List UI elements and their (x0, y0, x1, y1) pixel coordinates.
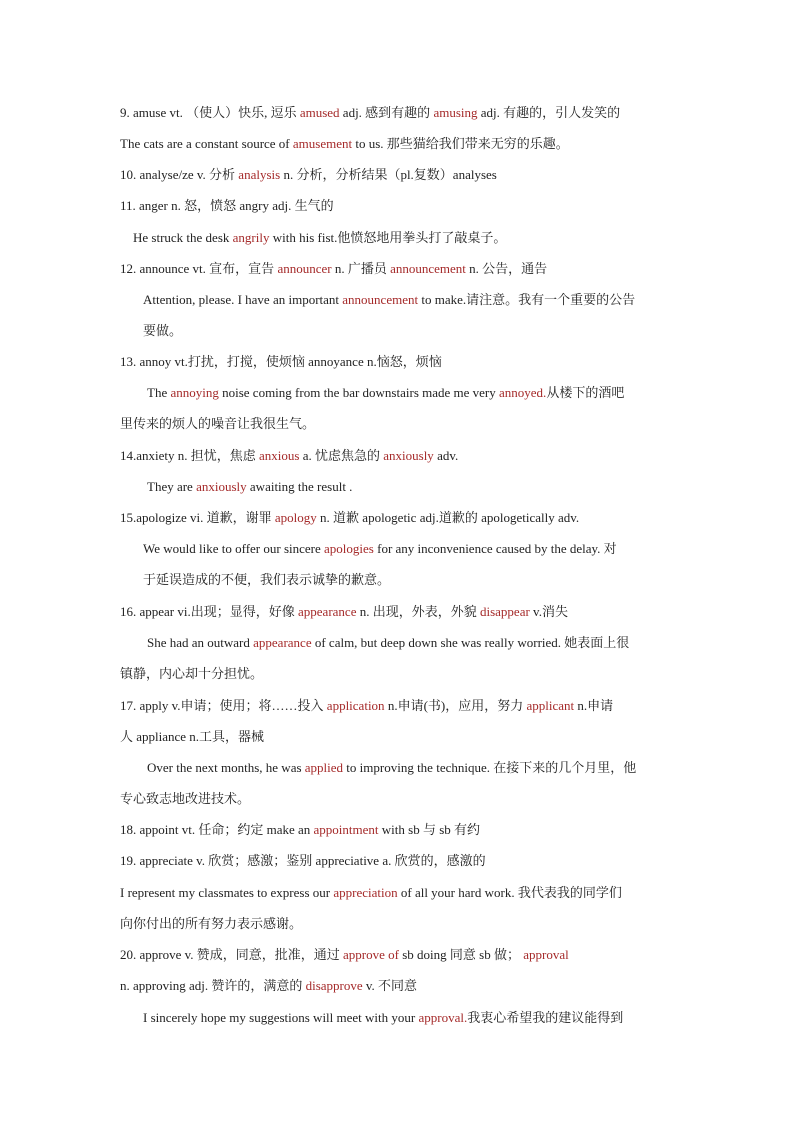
text-line (120, 821, 480, 839)
text-segment: 11. anger n. 怒，愤怒 angry adj. 生气的 (120, 198, 334, 213)
text-segment: 要做。 (143, 323, 183, 338)
text-line (143, 1009, 623, 1027)
text-segment: sb doing 同意 sb 做； (398, 947, 524, 962)
text-segment: a. 忧虑焦急的 (299, 448, 384, 463)
text-segment: to improving the technique. 在接下来的几个月里，他 (343, 760, 637, 775)
text-segment: We would like to offer our sincere (143, 541, 325, 556)
text-segment: v.消失 (529, 604, 568, 619)
text-line (143, 571, 390, 589)
text-segment: to us. 那些猫给我们带来无穷的乐趣。 (352, 136, 569, 151)
text-segment: n. 广播员 (331, 261, 391, 276)
text-line (120, 353, 442, 371)
highlighted-word: announcement (342, 292, 419, 307)
text-line (120, 135, 569, 153)
highlighted-word: annoyed. (499, 385, 547, 400)
text-segment: of calm, but deep down she was really worried. 她表面上很 (311, 635, 630, 650)
text-segment: 里传来的烦人的噪音让我很生气。 (120, 416, 316, 431)
text-segment: 19. appreciate v. 欣赏；感激；鉴别 appreciative a. 欣赏的，感激的 (120, 853, 486, 868)
text-line (120, 104, 620, 122)
text-line (120, 447, 458, 465)
text-segment: 人 appliance n.工具，器械 (120, 729, 265, 744)
text-line (143, 540, 617, 558)
text-line (120, 260, 547, 278)
highlighted-word: applied (304, 760, 344, 775)
highlighted-word: application (326, 698, 385, 713)
highlighted-word: anxiously (383, 448, 434, 463)
highlighted-word: appointment (313, 822, 379, 837)
text-segment: 12. announce vt. 宣布，宣告 (120, 261, 278, 276)
highlighted-word: amusement (292, 136, 353, 151)
text-line (147, 634, 629, 652)
text-segment: 20. approve v. 赞成，同意，批准，通过 (120, 947, 344, 962)
text-line (143, 291, 635, 309)
highlighted-word: anxiously (196, 479, 247, 494)
text-segment: 于延误造成的不便，我们表示诚挚的歉意。 (143, 572, 391, 587)
text-segment: 向你付出的所有努力表示感谢。 (120, 916, 303, 931)
highlighted-word: applicant (526, 698, 575, 713)
text-segment: n.申请(书)，应用，努力 (384, 698, 527, 713)
text-segment: 18. appoint vt. 任命；约定 make an (120, 822, 314, 837)
text-segment: The cats are a constant source of (120, 136, 293, 151)
highlighted-word: appearance (253, 635, 312, 650)
highlighted-word: appearance (298, 604, 357, 619)
text-segment: 16. appear vi.出现；显得，好像 (120, 604, 299, 619)
text-line (120, 884, 622, 902)
text-segment: I represent my classmates to express our (120, 885, 334, 900)
text-line (120, 415, 315, 433)
text-line (147, 759, 636, 777)
text-segment: 镇静，内心却十分担忧。 (120, 666, 264, 681)
highlighted-word: annoying (170, 385, 219, 400)
text-segment: Over the next months, he was (147, 760, 305, 775)
text-line (133, 229, 506, 247)
highlighted-word: approval (523, 947, 569, 962)
text-segment: 13. annoy vt.打扰，打搅，使烦恼 annoyance n.恼怒，烦恼 (120, 354, 442, 369)
text-segment: adv. (433, 448, 459, 463)
text-line (147, 478, 352, 496)
text-segment: 9. amuse vt. （使人）快乐, 逗乐 (120, 105, 300, 120)
text-segment: 14.anxiety n. 担忧，焦虑 (120, 448, 260, 463)
text-line (120, 728, 264, 746)
text-line (120, 603, 568, 621)
text-segment: The (147, 385, 171, 400)
text-segment: n. 道歉 apologetic adj.道歉的 apologetically adv. (316, 510, 580, 525)
text-line (120, 509, 579, 527)
text-segment: with sb 与 sb 有约 (378, 822, 481, 837)
highlighted-word: anxious (259, 448, 300, 463)
text-segment: adj. 有趣的，引人发笑的 (477, 105, 621, 120)
text-segment: 15.apologize vi. 道歉，谢罪 (120, 510, 275, 525)
text-segment: 我衷心希望我的建议能得到 (467, 1010, 624, 1025)
highlighted-word: announcer (277, 261, 332, 276)
text-segment: She had an outward (147, 635, 254, 650)
text-segment: I sincerely hope my suggestions will meet with your (143, 1010, 419, 1025)
text-segment: n.申请 (574, 698, 614, 713)
text-segment: with his fist.他愤怒地用拳头打了敲桌子。 (269, 230, 507, 245)
text-segment: n. approving adj. 赞许的，满意的 (120, 978, 306, 993)
text-segment: 从楼下的酒吧 (546, 385, 625, 400)
highlighted-word: analysis (238, 167, 281, 182)
highlighted-word: announcement (390, 261, 466, 276)
highlighted-word: disapprove (305, 978, 363, 993)
highlighted-word: amusing (433, 105, 478, 120)
text-segment: He struck the desk (133, 230, 233, 245)
text-segment: n. 分析，分析结果（pl.复数）analyses (280, 167, 497, 182)
text-segment: Attention, please. I have an important (143, 292, 343, 307)
text-segment: noise coming from the bar downstairs made me very (218, 385, 500, 400)
text-segment: n. 公告，通告 (465, 261, 548, 276)
highlighted-word: appreciation (333, 885, 398, 900)
text-line (120, 197, 334, 215)
highlighted-word: apology (274, 510, 317, 525)
text-segment: 专心致志地改进技术。 (120, 791, 251, 806)
text-segment: of all your hard work. 我代表我的同学们 (397, 885, 622, 900)
text-segment: 17. apply v.申请；使用；将……投入 (120, 698, 327, 713)
text-line (120, 665, 263, 683)
text-segment: awaiting the result . (246, 479, 353, 494)
highlighted-word: apologies (324, 541, 374, 556)
text-segment: v. 不同意 (362, 978, 418, 993)
text-line (143, 322, 182, 340)
text-line (120, 852, 486, 870)
highlighted-word: disappear (479, 604, 530, 619)
text-segment: 10. analyse/ze v. 分析 (120, 167, 239, 182)
text-line (120, 166, 497, 184)
text-segment: adj. 感到有趣的 (339, 105, 434, 120)
highlighted-word: approval. (418, 1010, 468, 1025)
highlighted-word: amused (299, 105, 340, 120)
text-line (120, 790, 250, 808)
text-segment: n. 出现，外表，外貌 (356, 604, 480, 619)
text-line (120, 697, 613, 715)
highlighted-word: angrily (232, 230, 270, 245)
highlighted-word: approve of (343, 947, 399, 962)
text-segment: for any inconvenience caused by the delay. 对 (373, 541, 617, 556)
text-line (147, 384, 624, 402)
text-segment: They are (147, 479, 197, 494)
text-segment: to make.请注意。我有一个重要的公告 (418, 292, 636, 307)
text-line (120, 977, 417, 995)
text-line (120, 915, 302, 933)
text-line (120, 946, 569, 964)
